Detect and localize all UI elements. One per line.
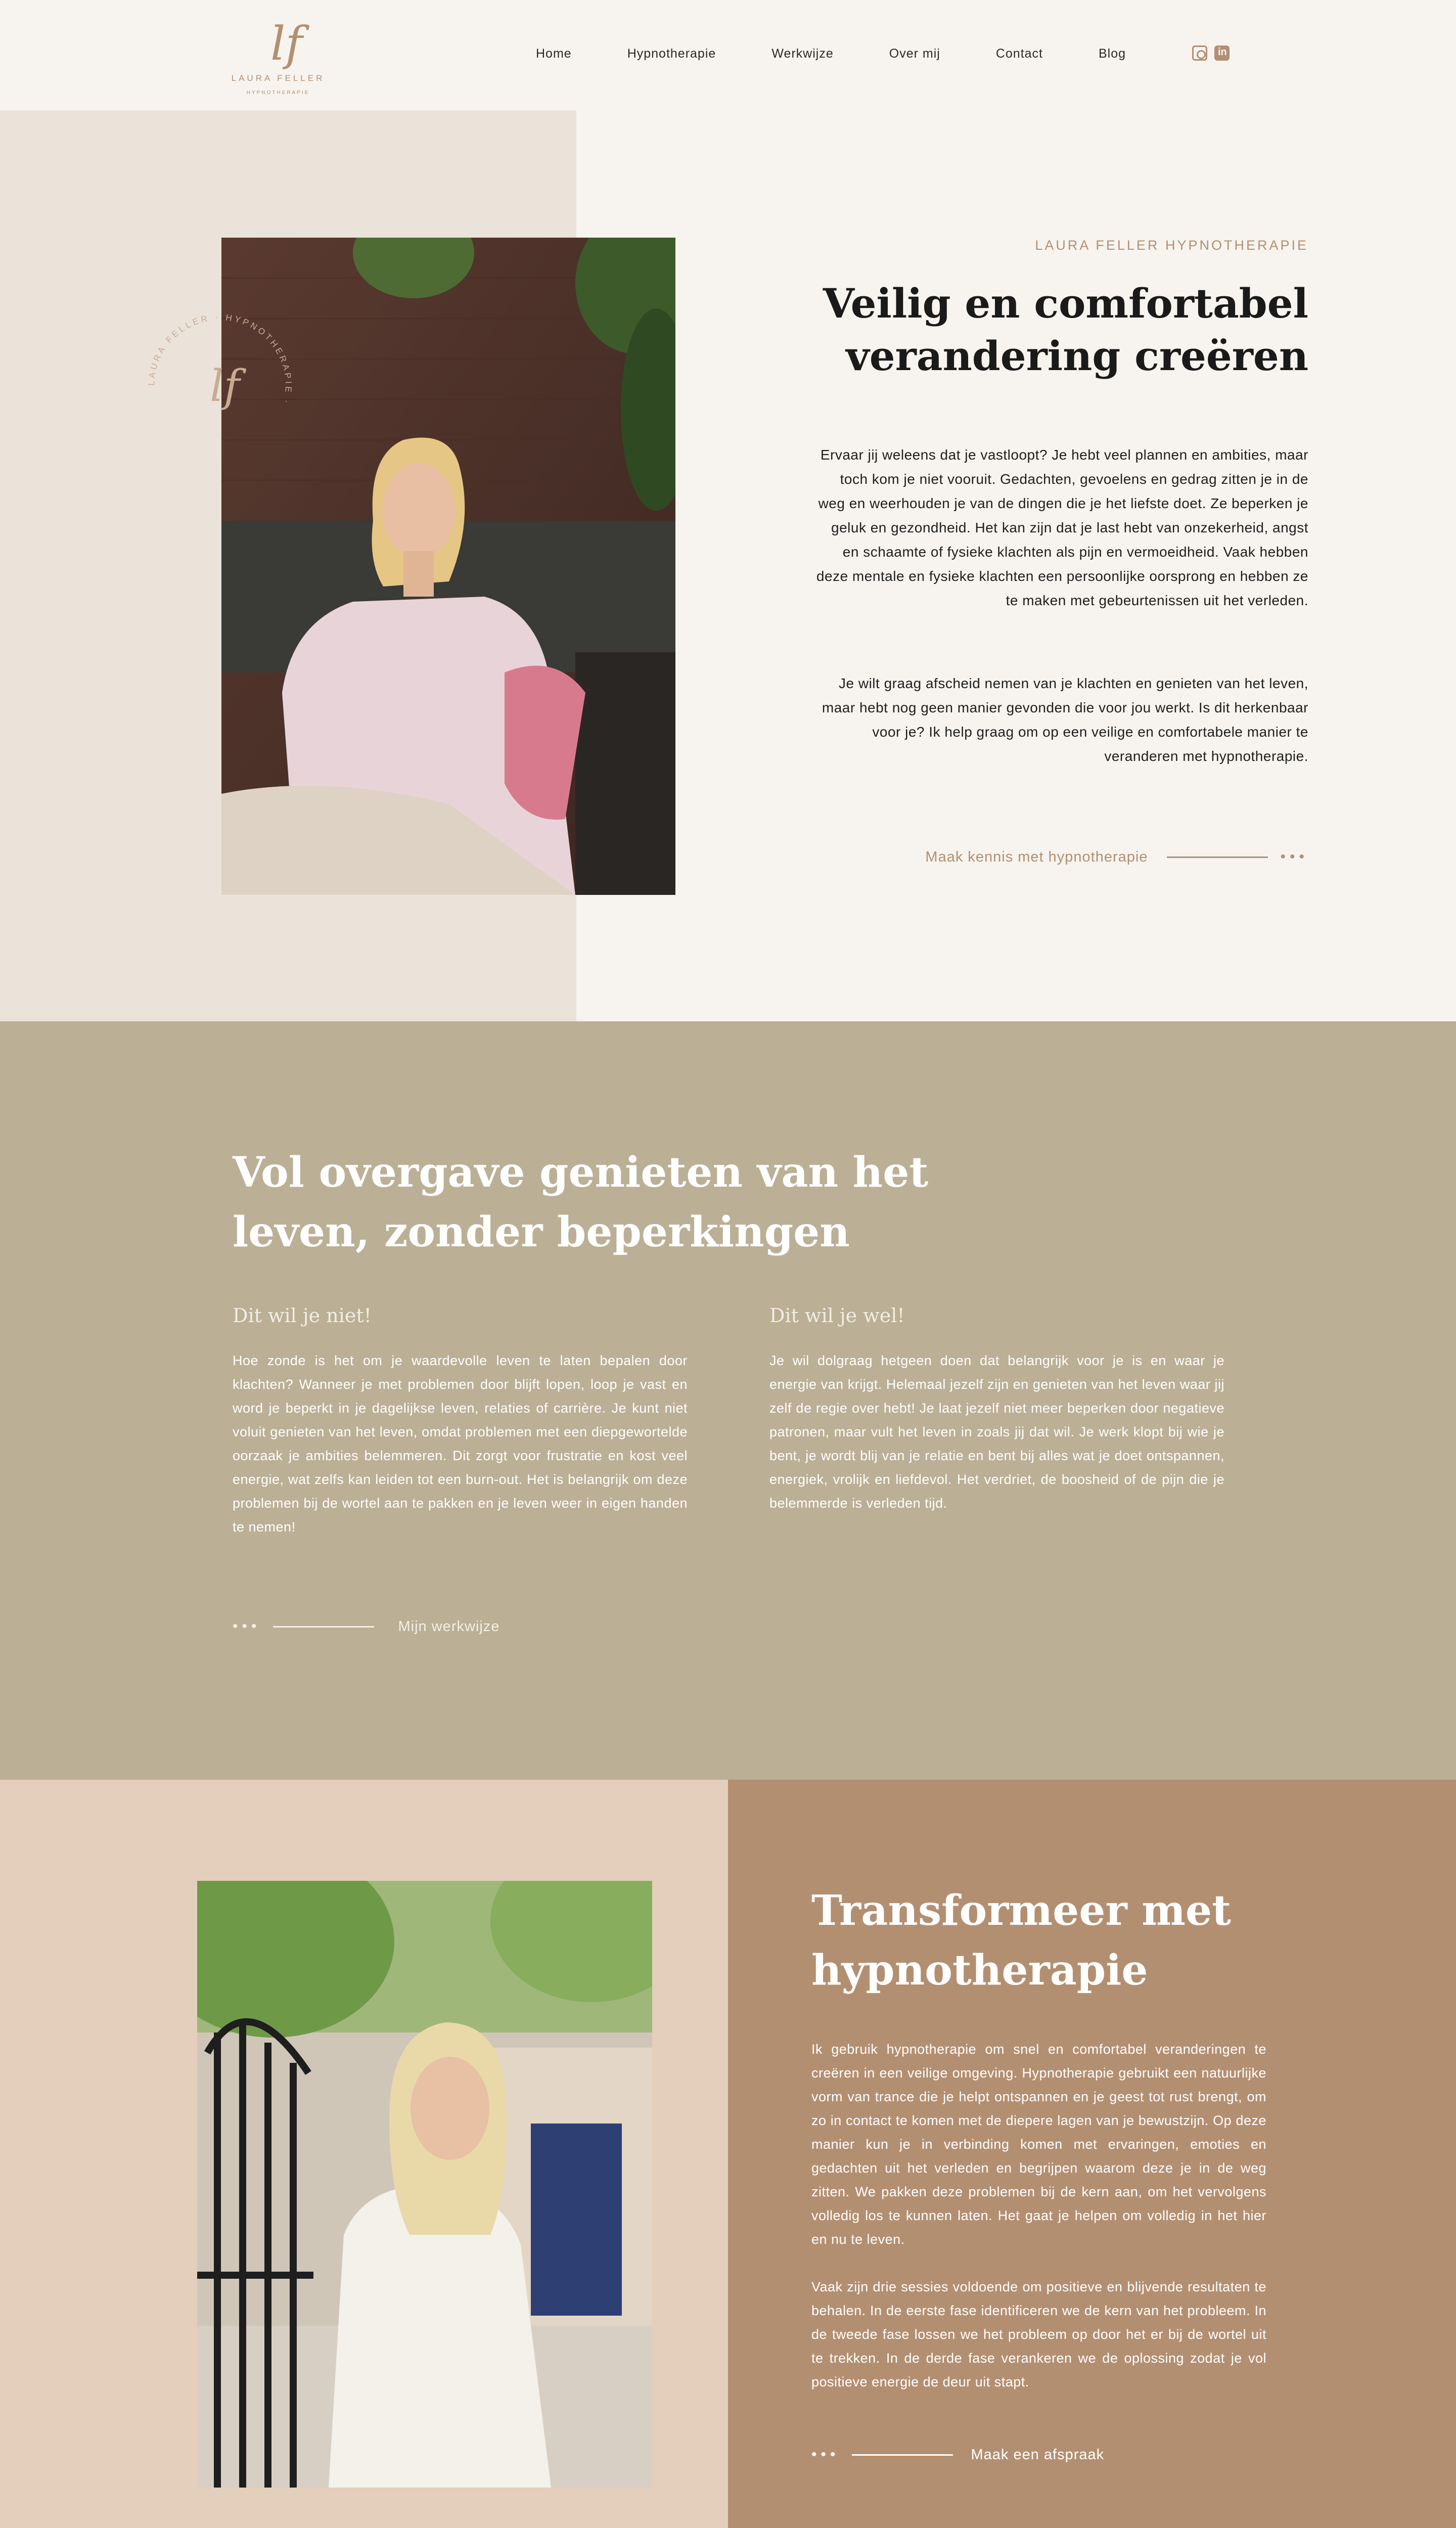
col-want-title: Dit wil je wel! [769,1304,905,1327]
cta-line [1167,856,1268,858]
cta-dots-icon: ••• [1280,848,1308,865]
header-social [1192,46,1230,61]
col-want [769,1304,1224,1515]
hero-cta[interactable] [925,848,1308,866]
werkwijze-cta-label[interactable]: Mijn werkwijze [398,1618,500,1635]
nav-blog[interactable]: Blog [1099,47,1126,61]
hero-section [0,110,1456,1021]
transform-paragraph-2: Vaak zijn drie sessies voldoende om positieve en blijvende resultaten te behalen. In de eerste fase identificeren we de kern van het probleem. In de tweede fase lossen we het probleem op door het er bij de wortel uit te trekken. In de derde fase verankeren we de oplossing zodat je vol positieve energie de deur uit stapt. [811,2279,1266,2389]
transform-section [0,1780,1456,2528]
life-section [0,1021,1456,1780]
linkedin-icon[interactable] [1214,46,1230,61]
badge-monogram: lf [210,361,240,412]
transform-title: Transformeer met hypnotherapie [811,1886,1232,1995]
hero-paragraph-1: Ervaar jij weleens dat je vastloopt? Je hebt veel plannen en ambities, maar toch kom je niet vooruit. Gedachten, gevoelens en gedrag zitten je in de weg en weerhouden je van de dingen die je het liefste doet. Ze beperken je geluk en gezondheid. Het kan zijn dat je last hebt van onzekerheid, angst en schaamte of fysieke klachten als pijn en vermoeidheid. Vaak hebben deze mentale en fysieke klachten een persoonlijke oorsprong en hebben ze te maken met gebeurtenissen uit het verleden. [816,447,1308,608]
main-nav [536,43,1126,64]
hero-paragraph-2: Je wilt graag afscheid nemen van je klachten en genieten van het leven, maar hebt nog geen manier gevonden die voor jou werkt. Is dit herkenbaar voor je? Ik help graag om op een veilige en comfortabele manier te veranderen met hypnotherapie. [822,675,1308,764]
round-logo-badge [136,302,303,469]
site-header [0,0,1456,110]
hero-title: Veilig en comfortabel verandering creëren [823,280,1308,380]
nav-home[interactable]: Home [536,47,572,61]
nav-werkwijze[interactable]: Werkwijze [771,47,834,61]
garden-portrait-photo [197,1881,652,2488]
hero-eyebrow: LAURA FELLER HYPNOTHERAPIE [1035,238,1308,253]
nav-over-mij[interactable]: Over mij [889,47,940,61]
badge-circular-text: LAURA FELLER · HYPNOTHERAPIE · [146,312,294,407]
life-title: Vol overgave genieten van het leven, zonder beperkingen [233,1148,929,1256]
cta-dots-icon: ••• [811,2446,840,2463]
cta-dots-icon: ••• [233,1618,261,1635]
logo-monogram: lf [270,17,303,71]
nav-hypnotherapie[interactable]: Hypnotherapie [627,47,716,61]
cta-line [852,2454,953,2456]
logo-subtitle: HYPNOTHERAPIE [246,90,310,96]
logo-name: LAURA FELLER [231,73,325,83]
hero-cta-label[interactable]: Maak kennis met hypnotherapie [925,848,1148,865]
col-dont-want-title: Dit wil je niet! [233,1304,372,1327]
instagram-icon[interactable] [1192,46,1207,61]
col-dont-want [233,1304,688,1539]
appointment-cta-label[interactable]: Maak een afspraak [971,2446,1105,2463]
col-want-text: Je wil dolgraag hetgeen doen dat belangrijk voor je is en waar je energie van krijgt. Helemaal jezelf zijn en genieten van het leven waar jij zelf de regie over hebt! Je laat jezelf niet meer beperken door negatieve patronen, maar vult het leven in zoals jij dat wil. Je werk klopt bij wie je bent, je wordt blij van je relatie en bent bij alles wat je doet ontspannen, energiek, vrolijk en liefdevol. Het verdriet, de boosheid of de pijn die je belemmerde is verleden tijd. [769,1353,1224,1511]
appointment-cta[interactable] [811,2446,1104,2463]
nav-contact[interactable]: Contact [995,47,1043,61]
transform-paragraph-1: Ik gebruik hypnotherapie om snel en comfortabel veranderingen te creëren in een veilige omgeving. Hypnotherapie gebruikt een natuurlijke vorm van trance die je helpt ontspannen en je geest tot rust brengt, om zo in contact te komen met de diepere lagen van je bewustzijn. Op deze manier kun je in verbinding komen met ervaringen, emoties en gedachten uit het verleden en begrijpen waarom deze je in de weg zitten. We pakken deze problemen bij de kern aan, om het vervolgens volledig los te kunnen laten. Het gaat je helpen om volledig in het hier en nu te leven. [811,2042,1266,2247]
logo[interactable] [217,10,339,101]
cta-line [273,1626,374,1628]
werkwijze-cta[interactable] [233,1618,499,1635]
col-dont-want-text: Hoe zonde is het om je waardevolle leven te laten bepalen door klachten? Wanneer je met problemen door blijft lopen, loop je vast en word je beperkt in je dagelijkse leven, relaties of carrière. Je kunt niet voluit genieten van het leven, omdat problemen met een diepgewortelde oorzaak je ambities belemmeren. Dit zorgt voor frustratie en kost veel energie, wat zelfs kan leiden tot een burn-out. Het is belangrijk om deze problemen bij de wortel aan te pakken en je leven weer in eigen handen te nemen! [233,1353,688,1534]
